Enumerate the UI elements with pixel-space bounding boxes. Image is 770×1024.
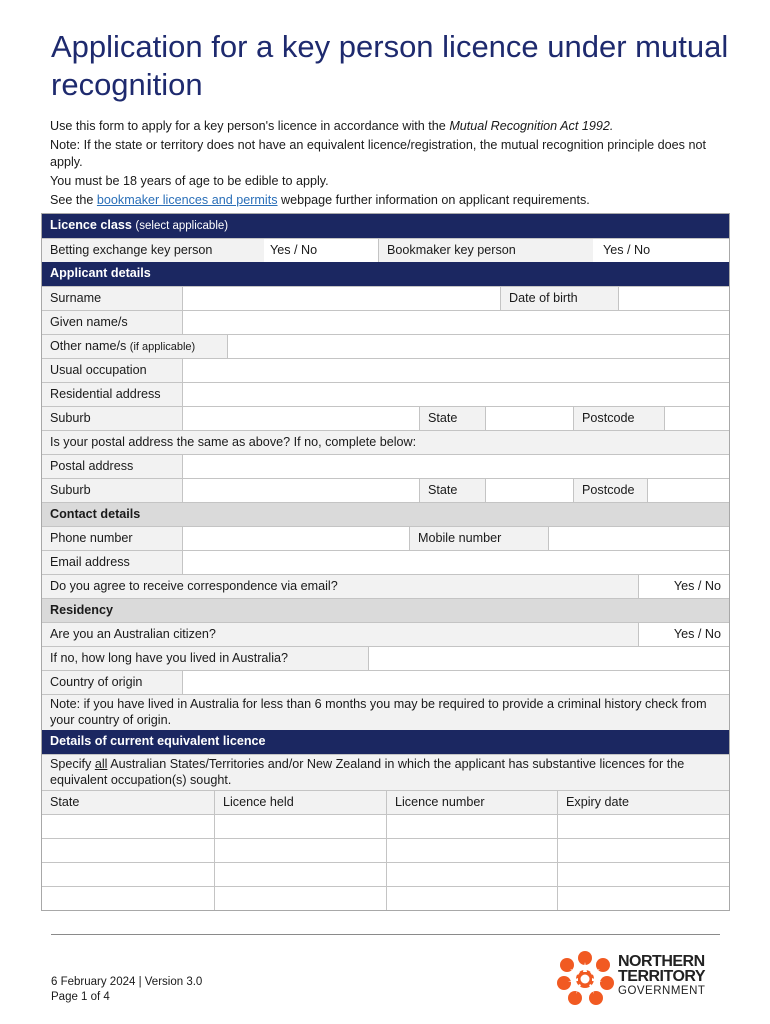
postcode-input[interactable] <box>664 407 729 430</box>
residency-note-row <box>42 694 729 730</box>
licence-held-cell[interactable] <box>214 887 386 910</box>
specify-all: all <box>94 757 108 771</box>
logo-wordmark <box>618 954 705 999</box>
expiry-date-cell[interactable] <box>557 887 729 910</box>
bookmaker-key-person-choice[interactable]: Yes / No <box>593 239 729 262</box>
postal-address-input[interactable] <box>182 455 729 478</box>
expiry-date-cell[interactable] <box>557 815 729 838</box>
intro-text <box>50 118 740 211</box>
postal-postcode-label: Postcode <box>573 479 647 502</box>
logo-line-northern: NORTHERN <box>618 953 705 970</box>
licence-number-cell[interactable] <box>386 815 557 838</box>
postal-postcode-input[interactable] <box>647 479 729 502</box>
citizen-row <box>42 622 729 646</box>
postal-suburb-label: Suburb <box>42 479 182 502</box>
intro-see-post: webpage further information on applicant requirements. <box>277 192 590 207</box>
country-label: Country of origin <box>42 671 182 694</box>
residential-address-row <box>42 382 729 406</box>
current-licence-title: Details of current equivalent licence <box>50 734 266 748</box>
col-state: State <box>42 791 214 814</box>
postal-suburb-input[interactable] <box>182 479 419 502</box>
betting-exchange-choice[interactable]: Yes / No <box>264 239 378 262</box>
col-licence-number: Licence number <box>386 791 557 814</box>
phone-input[interactable] <box>182 527 409 550</box>
licence-number-cell[interactable] <box>386 839 557 862</box>
other-names-text: Other name/s <box>50 339 127 353</box>
dob-label: Date of birth <box>500 287 618 310</box>
occupation-label: Usual occupation <box>42 359 182 382</box>
given-names-row <box>42 310 729 334</box>
dob-input[interactable] <box>618 287 729 310</box>
postal-suburb-row <box>42 478 729 502</box>
state-cell[interactable] <box>42 863 214 886</box>
suburb-row <box>42 406 729 430</box>
page-title: Application for a key person licence under mutual recognition <box>51 29 729 102</box>
bookmaker-key-person-label: Bookmaker key person <box>378 239 593 262</box>
licence-class-header <box>42 214 729 238</box>
applicant-details-header <box>42 262 729 286</box>
footer <box>51 975 202 1004</box>
postal-state-input[interactable] <box>485 479 573 502</box>
logo-line-territory: TERRITORY <box>618 968 706 985</box>
state-cell[interactable] <box>42 887 214 910</box>
intro-note: Note: If the state or territory does not have an equivalent licence/registration, the mutual recognition principle does not apply. <box>50 138 706 169</box>
state-cell[interactable] <box>42 839 214 862</box>
residential-address-label: Residential address <box>42 383 182 406</box>
licence-held-cell[interactable] <box>214 815 386 838</box>
residency-title: Residency <box>50 603 113 617</box>
table-row <box>42 838 729 862</box>
phone-row <box>42 526 729 550</box>
state-input[interactable] <box>485 407 573 430</box>
footer-page-number: Page 1 of 4 <box>51 990 110 1003</box>
state-cell[interactable] <box>42 815 214 838</box>
citizen-question: Are you an Australian citizen? <box>42 623 638 646</box>
bookmaker-licences-link[interactable]: bookmaker licences and permits <box>96 192 278 207</box>
other-names-note: (if applicable) <box>129 341 196 353</box>
specify-instructions <box>42 755 729 790</box>
state-label: State <box>419 407 485 430</box>
suburb-label: Suburb <box>42 407 182 430</box>
intro-see-pre: See the <box>50 192 97 207</box>
footer-divider <box>51 934 720 935</box>
occupation-input[interactable] <box>182 359 729 382</box>
how-long-input[interactable] <box>368 647 729 670</box>
contact-details-title: Contact details <box>50 507 141 521</box>
country-input[interactable] <box>182 671 729 694</box>
current-licence-header <box>42 730 729 754</box>
specify-row <box>42 754 729 790</box>
occupation-row <box>42 358 729 382</box>
applicant-details-title: Applicant details <box>50 266 151 280</box>
postal-question-row <box>42 430 729 454</box>
application-form <box>41 213 730 911</box>
intro-paragraph-act <box>50 118 740 135</box>
phone-label: Phone number <box>42 527 182 550</box>
postal-address-row <box>42 454 729 478</box>
other-names-input[interactable] <box>227 335 729 358</box>
expiry-date-cell[interactable] <box>557 839 729 862</box>
specify-pre: Specify <box>50 757 95 771</box>
licence-class-note: (select applicable) <box>135 220 229 232</box>
act-name: Mutual Recognition Act 1992. <box>449 119 614 133</box>
residency-header <box>42 598 729 622</box>
footer-date-version: 6 February 2024 | Version 3.0 <box>51 976 203 988</box>
licence-table-header <box>42 790 729 814</box>
specify-post: Australian States/Territories and/or New Zealand in which the applicant has substantive licences for the equivalent occupation(s) sought. <box>50 757 685 787</box>
mobile-input[interactable] <box>548 527 729 550</box>
surname-input[interactable] <box>182 287 500 310</box>
licence-class-label: Licence class <box>50 218 132 232</box>
betting-exchange-label: Betting exchange key person <box>42 239 264 262</box>
email-input[interactable] <box>182 551 729 574</box>
intro-age-requirement: You must be 18 years of age to be edible to apply. <box>50 173 329 188</box>
nt-flower-icon <box>556 950 614 1006</box>
postal-state-label: State <box>419 479 485 502</box>
expiry-date-cell[interactable] <box>557 863 729 886</box>
residential-address-input[interactable] <box>182 383 729 406</box>
given-names-label: Given name/s <box>42 311 182 334</box>
licence-held-cell[interactable] <box>214 839 386 862</box>
surname-label: Surname <box>42 287 182 310</box>
given-names-input[interactable] <box>182 311 729 334</box>
surname-row <box>42 286 729 310</box>
licence-number-cell[interactable] <box>386 887 557 910</box>
licence-class-options <box>42 238 729 262</box>
nt-government-logo <box>556 950 726 1006</box>
mobile-label: Mobile number <box>409 527 548 550</box>
residency-note: Note: if you have lived in Australia for less than 6 months you may be required to provide a criminal history check from your country of origin. <box>42 695 729 730</box>
table-row <box>42 814 729 838</box>
email-consent-choice[interactable]: Yes / No <box>638 575 729 598</box>
email-row <box>42 550 729 574</box>
intro-see-link <box>50 192 740 209</box>
other-names-label <box>42 335 227 358</box>
licence-held-cell[interactable] <box>214 863 386 886</box>
citizen-choice[interactable]: Yes / No <box>638 623 729 646</box>
postcode-label: Postcode <box>573 407 664 430</box>
email-label: Email address <box>42 551 182 574</box>
how-long-row <box>42 646 729 670</box>
email-consent-question: Do you agree to receive correspondence via email? <box>42 575 638 598</box>
contact-details-header <box>42 502 729 526</box>
table-row <box>42 862 729 886</box>
licence-class-title <box>42 214 729 238</box>
how-long-label: If no, how long have you lived in Australia? <box>42 647 368 670</box>
licence-number-cell[interactable] <box>386 863 557 886</box>
col-licence-held: Licence held <box>214 791 386 814</box>
other-names-row <box>42 334 729 358</box>
postal-question: Is your postal address the same as above? If no, complete below: <box>42 431 729 454</box>
table-row <box>42 886 729 910</box>
suburb-input[interactable] <box>182 407 419 430</box>
country-row <box>42 670 729 694</box>
col-expiry-date: Expiry date <box>557 791 729 814</box>
intro-act-text: Use this form to apply for a key person's licence in accordance with the <box>50 119 450 133</box>
logo-line-government: GOVERNMENT <box>618 985 706 997</box>
email-consent-row <box>42 574 729 598</box>
postal-address-label: Postal address <box>42 455 182 478</box>
